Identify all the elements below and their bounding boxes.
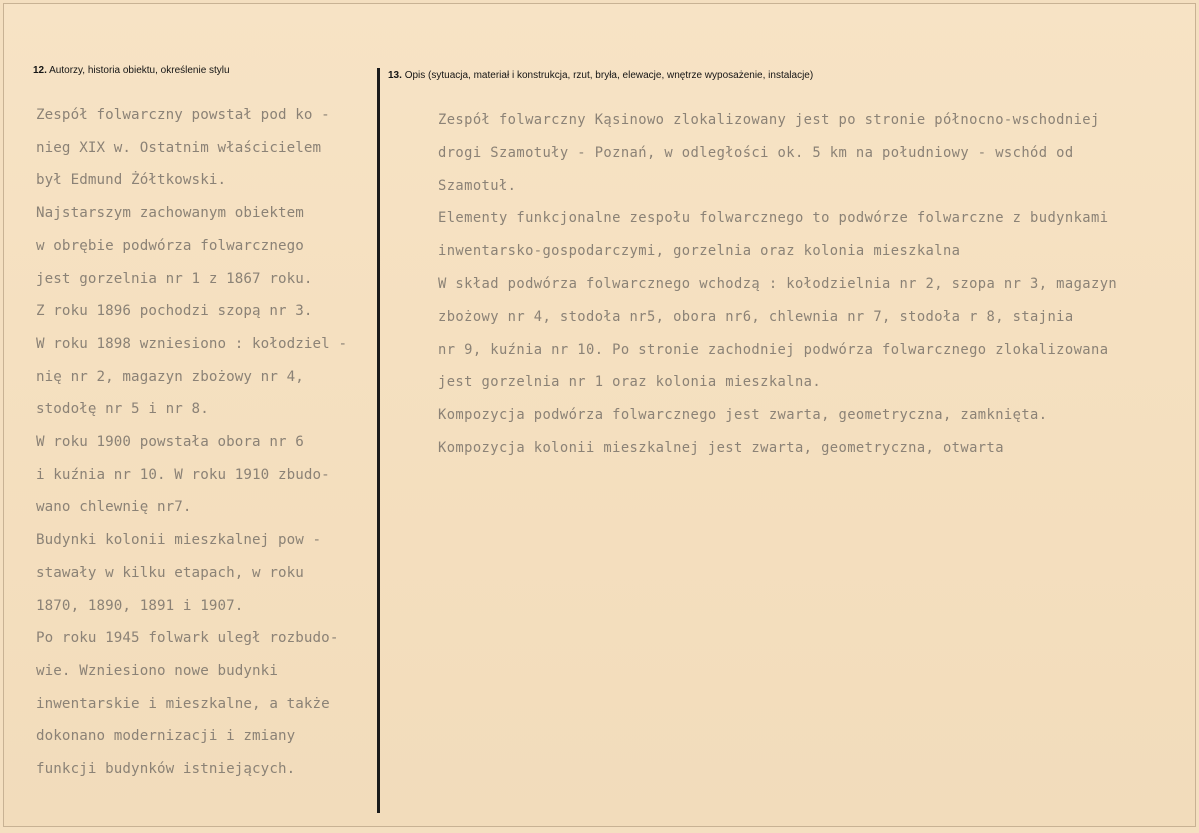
record-card <box>3 3 1196 827</box>
description-line: Szamotuł. <box>438 177 517 194</box>
history-line: inwentarskie i mieszkalne, a także <box>36 695 330 712</box>
history-line: dokonano modernizacji i zmiany <box>36 728 296 745</box>
history-line: nieg XIX w. Ostatnim właścicielem <box>36 139 322 156</box>
history-line: Po roku 1945 folwark uległ rozbudo- <box>36 630 339 647</box>
description-line: nr 9, kuźnia nr 10. Po stronie zachodniej podwórza folwarcznego zlokalizowana <box>438 341 1109 358</box>
history-line: jest gorzelnia nr 1 z 1867 roku. <box>36 270 313 287</box>
history-line: był Edmund Żółtkowski. <box>36 172 227 189</box>
history-text <box>36 99 347 786</box>
description-text <box>438 104 1117 465</box>
history-line: i kuźnia nr 10. W roku 1910 zbudo- <box>36 466 330 483</box>
section-12-title: Autorzy, historia obiektu, określenie stylu <box>49 65 230 76</box>
description-line: Elementy funkcjonalne zespołu folwarcznego to podwórze folwarczne z budynkami <box>438 210 1109 227</box>
description-line: drogi Szamotuły - Poznań, w odległości ok. 5 km na południowy - wschód od <box>438 144 1074 161</box>
history-line: nię nr 2, magazyn zbożowy nr 4, <box>36 368 304 385</box>
section-12-header <box>33 65 230 76</box>
history-line: Najstarszym zachowanym obiektem <box>36 205 304 222</box>
description-line: inwentarsko-gospodarczymi, gorzelnia oraz kolonia mieszkalna <box>438 243 961 260</box>
history-line: wano chlewnię nr7. <box>36 499 192 516</box>
section-13-header <box>388 70 813 81</box>
history-line: Budynki kolonii mieszkalnej pow - <box>36 532 322 549</box>
section-13-number: 13. <box>388 70 402 81</box>
history-line: wie. Wzniesiono nowe budynki <box>36 662 278 679</box>
section-13-title: Opis (sytuacja, materiał i konstrukcja, rzut, bryła, elewacje, wnętrze wyposażenie, instalacje) <box>404 70 814 81</box>
description-line: Zespół folwarczny Kąsinowo zlokalizowany jest po stronie północno-wschodniej <box>438 112 1100 128</box>
description-line: jest gorzelnia nr 1 oraz kolonia mieszkalna. <box>438 374 822 391</box>
section-12-number: 12. <box>33 65 47 76</box>
description-line: Kompozycja podwórza folwarcznego jest zwarta, geometryczna, zamknięta. <box>438 407 1048 424</box>
history-line: stodołę nr 5 i nr 8. <box>36 401 209 418</box>
description-line: W skład podwórza folwarcznego wchodzą : kołodzielnia nr 2, szopa nr 3, magazyn <box>438 275 1118 292</box>
history-line: funkcji budynków istniejących. <box>36 761 296 778</box>
history-line: stawały w kilku etapach, w roku <box>36 564 304 581</box>
description-line: zbożowy nr 4, stodoła nr5, obora nr6, chlewnia nr 7, stodoła r 8, stajnia <box>438 308 1074 325</box>
history-line: W roku 1898 wzniesiono : kołodziel - <box>36 335 348 352</box>
history-line: w obrębie podwórza folwarcznego <box>36 237 304 254</box>
column-divider <box>377 68 380 813</box>
history-line: Zespół folwarczny powstał pod ko - <box>36 107 330 123</box>
description-line: Kompozycja kolonii mieszkalnej jest zwarta, geometryczna, otwarta <box>438 439 1004 456</box>
history-line: W roku 1900 powstała obora nr 6 <box>36 434 304 451</box>
history-line: 1870, 1890, 1891 i 1907. <box>36 597 244 614</box>
history-line: Z roku 1896 pochodzi szopą nr 3. <box>36 303 313 320</box>
